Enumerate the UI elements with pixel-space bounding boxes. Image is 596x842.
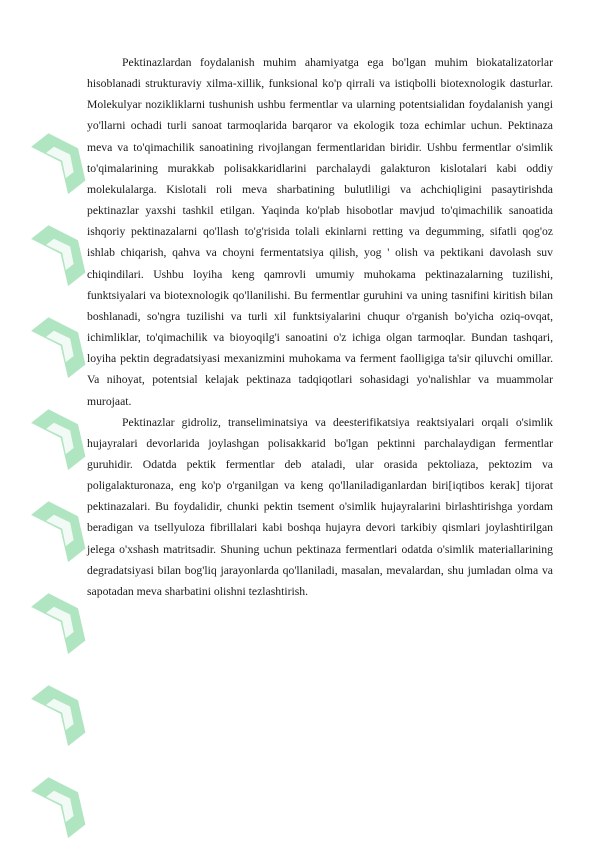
- paragraph-1: Pektinazlardan foydalanish muhim ahamiyatga ega bo'lgan muhim biokatalizatorlar hisoblanadi strukturaviy xilma-xillik, funksional ko'p qirrali va istiqbolli biotexnologik dasturlar. Molekulyar nozikliklarni tushunish ushbu fermentlar va ularning potentsialidan foydalanish yangi yo'llarni ochadi turli sanoat tarmoqlarida barqaror va ekologik toza echimlar uchun. Pektinaza meva va to'qimachilik sanoatining rivojlangan fermentlaridan biridir. Ushbu fermentlar o'simlik to'qimalarining murakkab polisakkaridlarini parchalaydi galakturon kislotalari kabi oddiy molekulalarga. Kislotali roli meva sharbatining bulutliligi va achchiqligini pasaytirishda pektinazlar yaxshi tashkil etilgan. Yaqinda ko'plab hisobotlar mavjud to'qimachilik sanoatida ishqoriy pektinazalarni qo'llash to'g'risida tolali ekinlarni retting va degumming, sifatli qog'oz ishlab chiqarish, qahva va choyni fermentatsiya qilish, yog ' olish va pektikani davolash suv chiqindilari. Ushbu loyiha keng qamrovli umumiy muhokama pektinazalarning tuzilishi, funktsiyalari va biotexnologik qo'llanilishi. Bu fermentlar guruhini va uning tasnifini kiritish bilan boshlanadi, so'ngra tuzilishi va turli xil funktsiyalarini chuqur o'rganish bo'yicha oziq-ovqat, ichimliklar, to'qimachilik va bioyoqilg'i sanoatini o'z ichiga olgan tarmoqlar. Bundan tashqari, loyiha pektin degradatsiyasi mexanizmini muhokama va ferment faolligiga ta'sir qiluvchi omillar. Va nihoyat, potentsial kelajak pektinaza tadqiqotlari sohasidagi yo'nalishlar va muammolar murojaat.: [87, 56, 553, 408]
- paragraph-2: Pektinazlar gidroliz, transeliminatsiya va deesterifikatsiya reaktsiyalari orqali o'simlik hujayralari devorlarida joylashgan polisakkarid bo'lgan pektinni parchalaydigan fermentlar guruhidir. Odatda pektik fermentlar deb ataladi, ular orasida pektoliaza, pektozim va poligalakturonaza, eng ko'p o'rganilgan va keng qo'llaniladiganlardan biri[iqtibos kerak] tijorat pektinazalari. Bu foydalidir, chunki pektin tsement o'simlik hujayralarini birlashtirishga yordam beradigan va tsellyuloza fibrillalari kabi boshqa hujayra devori tarkibiy qismlari joylashtirilgan jelega o'xshash matritsadir. Shuning uchun pektinaza fermentlari odatda o'simlik materiallarining degradatsiyasi bilan bog'liq jarayonlarda qo'llaniladi, masalan, mevalardan, shu jumladan olma va sapotadan meva sharbatini olishni tezlashtirish.: [87, 415, 553, 598]
- document-body: [87, 52, 553, 602]
- diagonal-green-watermark-icon: [28, 662, 98, 762]
- diagonal-green-watermark-icon: [28, 754, 98, 842]
